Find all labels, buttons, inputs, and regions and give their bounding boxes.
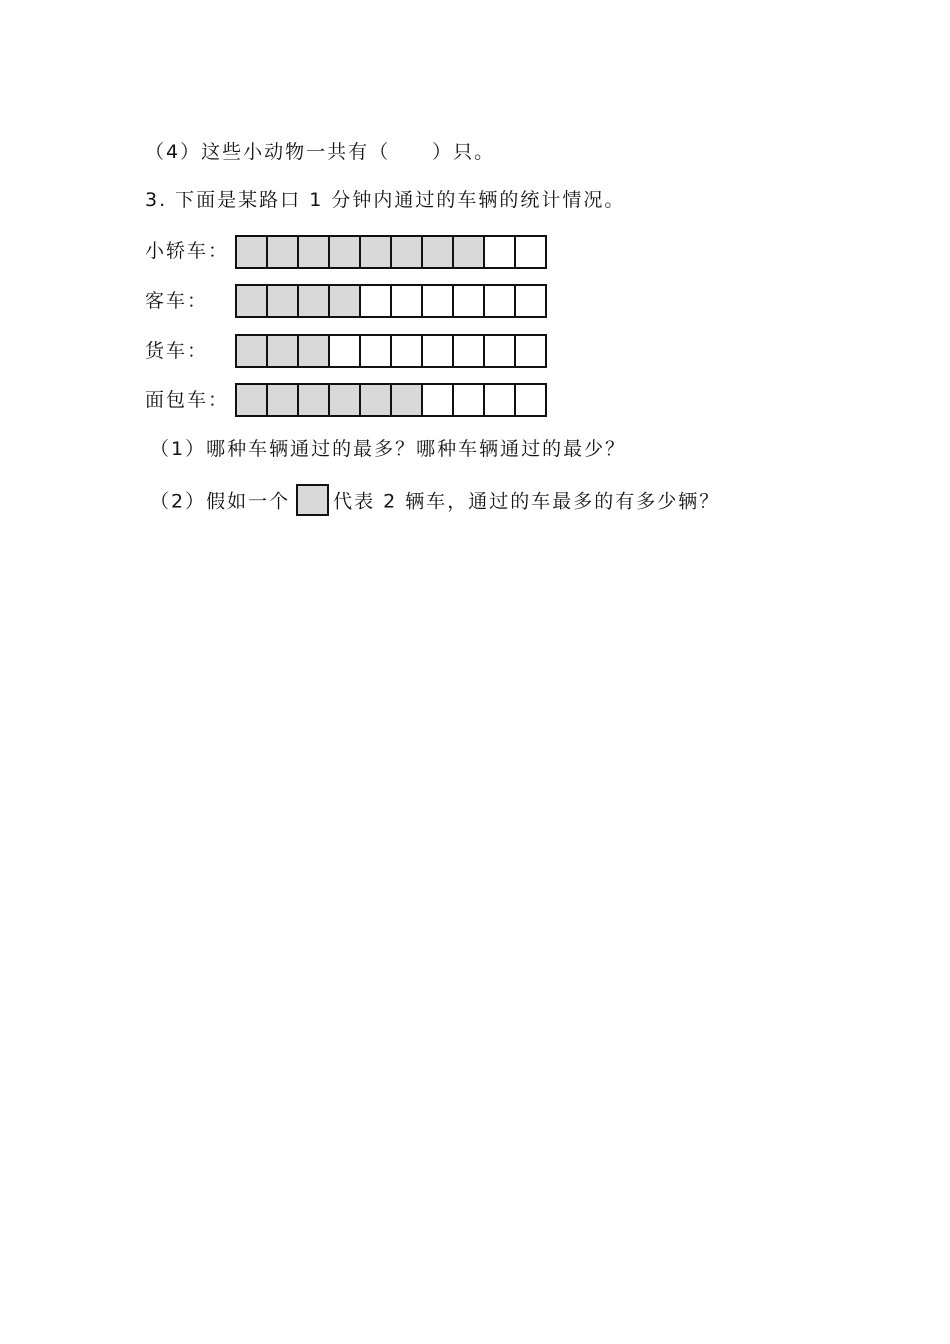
empty-cell [516,237,547,267]
filled-cell [423,237,454,267]
bar-car [235,235,547,269]
question-3-title: 3. 下面是某路口 1 分钟内通过的车辆的统计情况。 [145,189,626,211]
filled-cell [299,336,330,366]
row-label-truck: 货车： [145,340,209,362]
sub-question-2-before: （2）假如一个 [150,490,291,513]
filled-cell [237,237,268,267]
empty-cell [485,385,516,415]
sub-question-2-after: 代表 2 辆车，通过的车最多的有多少辆？ [333,490,721,513]
sub-question-1: （1）哪种车辆通过的最多？哪种车辆通过的最少？ [150,438,627,460]
bar-van [235,383,547,417]
filled-cell [361,385,392,415]
filled-cell [454,237,485,267]
row-label-car: 小轿车： [145,240,230,262]
empty-cell [454,385,485,415]
filled-cell [268,336,299,366]
row-label-bus: 客车： [145,290,209,312]
empty-cell [423,286,454,316]
empty-cell [454,286,485,316]
empty-cell [516,336,547,366]
empty-cell [361,336,392,366]
filled-cell [361,237,392,267]
filled-cell [237,385,268,415]
bar-truck [235,334,547,368]
sub-question-2 [150,486,720,518]
filled-cell [299,237,330,267]
legend-square-icon [296,484,329,516]
filled-cell [237,286,268,316]
empty-cell [423,336,454,366]
empty-cell [392,336,423,366]
bar-bus [235,284,547,318]
empty-cell [330,336,361,366]
empty-cell [392,286,423,316]
filled-cell [237,336,268,366]
empty-cell [485,237,516,267]
empty-cell [485,286,516,316]
filled-cell [392,237,423,267]
filled-cell [299,385,330,415]
filled-cell [299,286,330,316]
filled-cell [268,237,299,267]
filled-cell [330,286,361,316]
filled-cell [268,286,299,316]
empty-cell [423,385,454,415]
filled-cell [330,237,361,267]
filled-cell [268,385,299,415]
row-label-van: 面包车： [145,389,230,411]
empty-cell [485,336,516,366]
empty-cell [361,286,392,316]
empty-cell [454,336,485,366]
filled-cell [392,385,423,415]
filled-cell [330,385,361,415]
empty-cell [516,286,547,316]
empty-cell [516,385,547,415]
question-4-text: （4）这些小动物一共有（ ）只。 [145,141,496,163]
